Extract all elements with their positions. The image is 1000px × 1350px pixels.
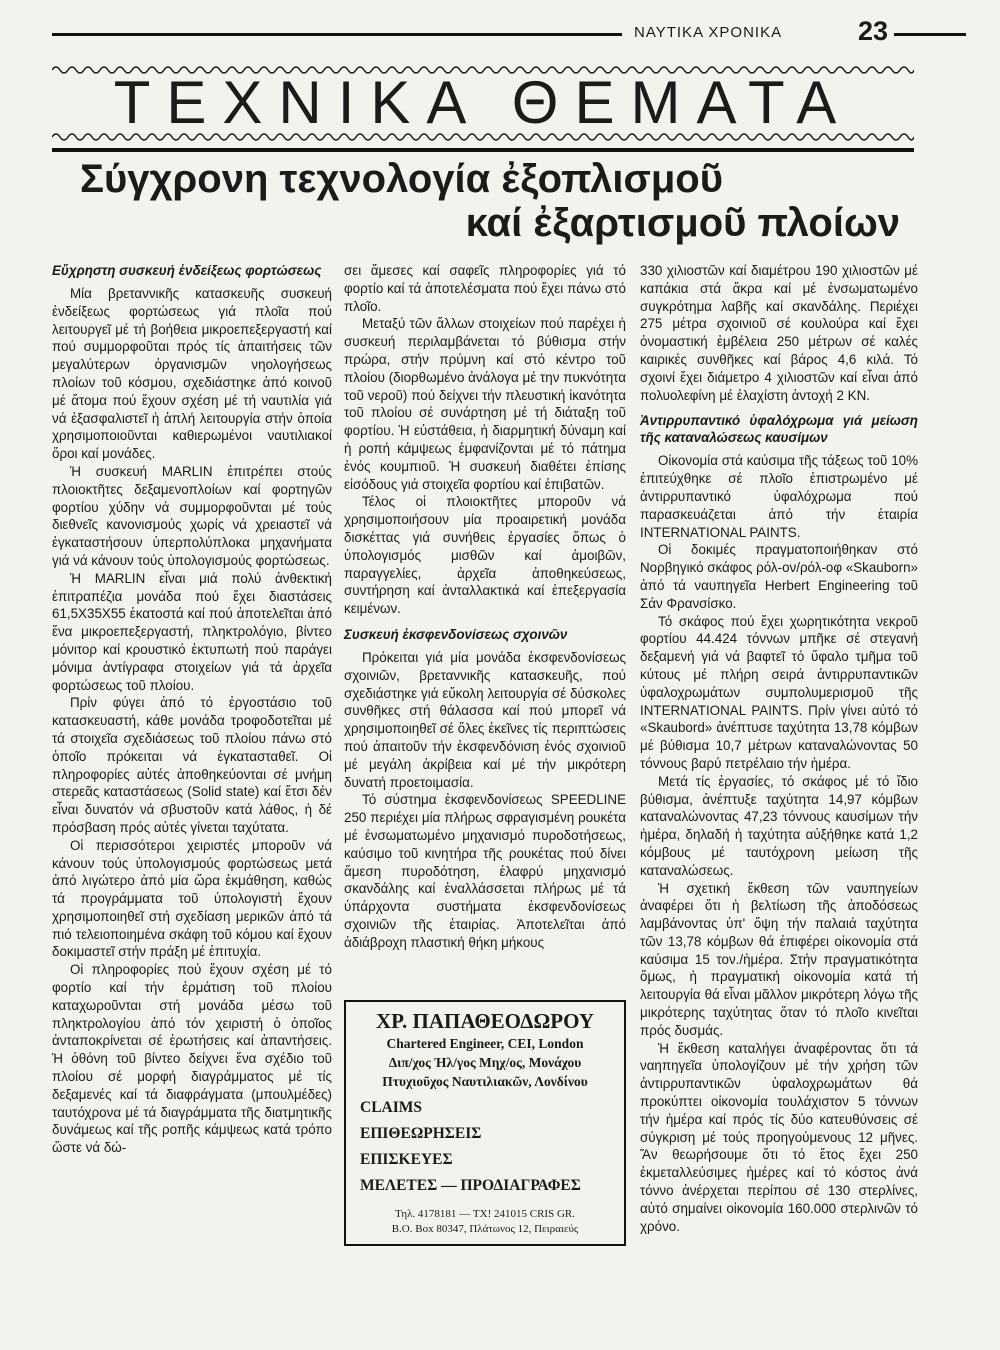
column-2 [344,262,626,951]
paragraph: 330 χιλιοστῶν καί διαμέτρου 190 χιλιοστῶν μέ καπάκια στά ἄκρα καί μέ ἐνσωματωμένο συγκρότημα λαβῆς καί σκανδάλης. Περιέχει 275 μέτρα σχοινιοῦ σέ κουλούρα καί ἔχει ὀνομαστική ἐμβέλεια 250 μέτρων σέ καλές καιρικές συνθῆκες καί βάρος 4,6 κιλά. Τό σχοινί ἔχει διάμετρο 4 χιλιοστῶν καί εἶναι ἀπό πολυολεφίνη μέ ἐλαχίστη ἀντοχή 2 ΚΝ. [640,263,918,403]
paragraph: Τό σκάφος πού ἔχει χωρητικότητα νεκροῦ φορτίου 44.424 τόννων μπῆκε σέ στεγανή δεξαμενή γιά νά βαφτεῖ τό ὕφαλο τμῆμα τοῦ κύτους μέ πλήρη σειρά ἀντιρρυπαντικῶν ὑφαλοχρωμάτων συμπολυμερισμοῦ τῆς INTERNATIONAL PAINTS. Πρίν γίνει αὐτό τό «Skaubord» ἀνέπτυσε ταχύτητα 13,78 κόμβων μέ βύθισμα 10,7 μέτρων καταναλώνοντας 50 τόννους βαρύ πετρέλαιο τήν ἡμέρα. [640,613,918,771]
section-banner [52,70,914,134]
paragraph: Μία βρεταννικῆς κατασκευῆς συσκευή ἐνδείξεως φορτώσεως γιά πλοῖα πού λειτουργεῖ μέ τή βοήθεια μικροεπεξεργαστή καί πού συμμορφοῦται πρός τίς ἀπαιτήσεις τῶν μεγαλύτερων ὀργανισμῶν νηολογήσεως πλοίων τοῦ κόσμου, σχεδιάστηκε ἀπό κοινοῦ μέ ἄτομα πού ἔχουν σχέση μέ τή ναυτιλία γιά νά ἐξασφαλιστεῖ ἡ ἁπλή λειτουργία στήν ὁποία χρησιμοποιοῦνται καθιερωμένοι ναυτιλιακοί ὅροι καί μονάδες. [52,286,332,462]
ad-phone: Τηλ. 4178181 — TX! 241015 CRIS GR. [395,1208,575,1220]
banner-wave-bottom [52,131,914,143]
paragraph: Οἱ περισσότεροι χειριστές μποροῦν νά κάνουν τούς ὑπολογισμούς φορτώσεως μετά ἀπό λιγώτερο ἀπό μία ὥρα ἐκμάθηση, καθώς τά προγράμματα τοῦ ὑπολογιστή ἔχουν χρησιμοποιηθεῖ στή σχεδίαση μερικῶν ἀπό τά πιό τελειοποιημένα σκάφη τοῦ κόμου καί ἔχουν δοκιμαστεῖ στήν πράξη μέ ἐπιτυχία. [52,837,332,960]
subheading-loading-indicator: Εὔχρηστη συσκευή ἐνδείξεως φορτώσεως [52,263,322,278]
paragraph: Πρόκειται γιά μία μονάδα ἐκσφενδονίσεως σχοινιῶν, βρεταννικῆς κατασκευῆς, πού σχεδιάστηκε γιά εὔκολη λειτουργία σέ δύσκολες συνθῆκες στή θάλασσα καί πού μπορεῖ νά χρησιμοποιηθεῖ σέ ὅλες ἐκεῖνες τίς περιπτώσεις πού ἀπαιτοῦν τήν ἐκσφενδόνιση ἑνός σχοινιοῦ μέ μεγάλη ἀκρίβεια καί μέ τήν μικρότερη δυνατή προετοιμασία. [344,649,626,790]
spacer [640,404,918,412]
paragraph: Μεταξύ τῶν ἄλλων στοιχείων πού παρέχει ἡ συσκευή περιλαμβάνεται τό βύθισμα στήν πρώρα, στήν πρύμνη καί στό κέντρο τοῦ πλοίου (διορθωμένο ἀνάλογα μέ την πυκνότητα τοῦ νεροῦ) πού δείχνει τήν πλευστική ἱκανότητα τοῦ πλοίου σέ συνάρτηση μέ τή διάταξη τοῦ φορτίου. Ἡ εὐστάθεια, ἡ διαρμητική δύναμη καί ἡ ροπή κάμψεως ἐμφανίζονται μέ τό πάτημα ἑνός κουμπιοῦ. Ἡ συσκευή διαθέτει ἐπίσης εἰσόδους γιά στοιχεῖα φορτίου καί ἐπιβατῶν. [344,316,626,492]
running-header [52,18,914,48]
subheading-antifouling: Ἀντιρρυπαντικό ὑφαλόχρωμα γιά μείωση τῆς καταναλώσεως καυσίμων [640,413,918,446]
ad-address: B.O. Box 80347, Πλάτωνος 12, Πειραιεύς [391,1223,579,1235]
ad-service: ΕΠΙΘΕΩΡΗΣΕΙΣ [360,1125,482,1142]
publication-name: ΝΑΥΤΙΚΑ ΧΡΟΝΙΚΑ [634,24,783,41]
ad-service: CLAIMS [360,1099,423,1116]
column-3 [640,262,918,1235]
paragraph: Οἰκονομία στά καύσιμα τῆς τάξεως τοῦ 10% ἐπιτεύχθηκε σέ πλοῖο ἐπιστρωμένο μέ ἀντιρρυπαντικό ὑφαλόχρωμα πού παρασκευάζεται ἀπό τήν ἑταιρία INTERNATIONAL PAINTS. [640,453,918,540]
section-title: ΤΕΧΝΙΚΑ ΘΕΜΑΤΑ [113,68,853,136]
spacer [344,618,626,626]
headline-line-1: Σύγχρονη τεχνολογία ἐξοπλισμοῦ [80,157,724,201]
advertisement-box [344,1000,626,1246]
column-1 [52,262,332,1157]
paragraph: Τέλος οἱ πλοιοκτῆτες μποροῦν νά χρησιμοποιήσουν μία προαιρετική μονάδα δισκέττας γιά συνήθεις ἐργασίες ὅπως ὁ ὑπολογισμός μισθῶν καί ἀμοιβῶν, παραγγελίες, ἀρχεῖα ἀποθηκεύσεως, συντήρηση καί ἀνταλλακτικά καί ἐπεξεργασία κειμένων. [344,494,626,617]
paragraph: Τό σύστημα ἐκσφενδονίσεως SPEEDLINE 250 περιέχει μία πλήρως σφραγισμένη ρουκέτα μέ ἐνσωματωμένο μηχανισμό πυροδοτήσεως, καύσιμο τοῦ κινητήρα τῆς ρουκέτας πού δίνει ἄμεση πυροδότηση, ἐλαφρύ μηχανισμό σκανδάλης καί ἐναλλάσσεται πλήρως μέ τά ὑπάρχοντα συστήματα ἐκσφενδονίσεως σχοινιῶν τῆς ἑταιρίας. Ἀποτελεῖται ἀπό ἀδιάβροχη πλαστική θήκη μήκους [344,792,626,950]
subheading-line-thrower: Συσκευή ἐκσφενδονίσεως σχοινῶν [344,626,568,642]
banner-rule [52,148,914,152]
header-rule-right [894,33,966,36]
paragraph: Οἱ πληροφορίες πού ἔχουν σχέση μέ τό φορτίο καί τήν ἑρμάτιση τοῦ πλοίου καταχωροῦνται στή μονάδα μέσω τοῦ πληκτρολογίου ἀπό τόν χειριστή ὁ ὁποῖος ἀνταποκρίνεται σέ ἐρωτήσεις καί ἀπαντήσεις. Ἡ ὀθόνη τοῦ βίντεο δείχνει ἕνα σχέδιο τοῦ πλοίου σέ μορφή διαγράμματος μέ τίς δεξαμενές καί τά διαφράγματα (μπουλμέδες) ταυτόχρονα μέ τά διαγράμματα τῆς διατμητικῆς δυνάμεως καί τῆς ροπῆς κάμψεως κατά τρόπο ὥστε νά δώ- [52,962,332,1156]
paragraph: Ἡ συσκευή MARLIN ἐπιτρέπει στούς πλοιοκτῆτες δεξαμενοπλοίων καί φορτηγῶν φορτίου χύδην νά συμμορφοῦνται μέ τούς διεθνεῖς κανονισμούς χωρίς νά χρειαστεῖ νά ἐγκαταστήσουν ὑπερπολύπλοκα μηχανήματα γιά νά κάνουν τούς ὑπολογισμούς φορτώσεως. [52,463,332,568]
page-number: 23 [858,16,889,46]
ad-service: ΜΕΛΕΤΕΣ — ΠΡΟΔΙΑΓΡΑΦΕΣ [360,1177,581,1194]
ad-credential: Chartered Engineer, CEI, London [386,1036,584,1051]
ad-credential: Πτυχιοῦχος Ναυτιλιακῶν, Λονδίνου [382,1074,588,1089]
ad-credential: Διπ/χος Ἠλ/γος Μηχ/ος, Μονάχου [388,1055,582,1070]
paragraph: Οἱ δοκιμές πραγματοποιήθηκαν στό Νορβηγικό σκάφος ρόλ-ον/ρόλ-οφ «Skauborn» ἀπό τά ναυπηγεῖα Herbert Engineering τοῦ Σάν Φρανσίσκο. [640,542,918,611]
ad-name: ΧΡ. ΠΑΠΑΘΕΟΔΩΡΟΥ [375,1009,595,1033]
article-headline [80,156,900,256]
paragraph: Μετά τίς ἐργασίες, τό σκάφος μέ τό ἴδιο βύθισμα, ἀνέπτυξε ταχύτητα 14,97 κόμβων καταναλώνοντας 47,23 τόννους καυσίμων τήν ἡμέρα, δηλαδή ἡ ταχύτητα αὐξήθηκε κατά 1,2 κόμβους μέ ταυτόχρονη μείωση τῆς καταναλώσεως. [640,773,918,878]
headline-line-2: καί ἐξαρτισμοῦ πλοίων [465,201,900,245]
paragraph: σει ἄμεσες καί σαφεῖς πληροφορίες γιά τό φορτίο καί τά ἀποτελέσματα πού ἔχει πάνω στό πλοῖο. [344,263,626,314]
paragraph: Ἡ σχετική ἔκθεση τῶν ναυπηγείων ἀναφέρει ὅτι ἡ βελτίωση τῆς ἀποδόσεως λαμβάνοντας ὑπ' ὄψη τήν παλαιά ταχύτητα τῶν 13,78 κόμβων θά ἐπιφέρει οἰκονομία στά καύσιμα 15 τον./ἡμέρα. Στήν πραγματικότητα ὅμως, ἡ πραγματική οἰκονομία κατά τή λειτουργία θά εἶναι μᾶλλον μικρότερη λόγω τῆς μικρότερης ταχύτητας ὅταν τό πλοῖο κινεῖται πρός δυσμάς. [640,880,918,1038]
header-rule-left [52,33,622,36]
paragraph: Ἡ MARLIN εἶναι μιά πολύ ἀνθεκτική ἐπιτραπέζια μονάδα πού ἔχει διαστάσεις 61,5Χ35Χ55 ἑκατοστά καί πού ἀποτελεῖται ἀπό ἕνα μικροεπεξεργαστή, πληκτρολόγιο, βίντεο μόνιτορ καί κρουστικό ἐκτυπωτή πού παράγει μόνιμα ἀντίγραφα στοιχείων γιά τά ἀρχεῖα φορτώσεως τοῦ πλοίου. [52,570,332,693]
paragraph: Πρίν φύγει ἀπό τό ἐργοστάσιο τοῦ κατασκευαστή, κάθε μονάδα τροφοδοτεῖται μέ τά στοιχεῖα σχεδιάσεως τοῦ πλοίου πάνω στό ὁποῖο πρόκειται νά ἐγκατασταθεῖ. Οἱ πληροφορίες αὐτές ἀποθηκεύονται σέ μνήμη στερεᾶς καταστάσεως (Solid state) καί ἔτσι δέν εἶναι δυνατόν νά σβυστοῦν κατά λάθος, ἡ δέ πρόσβαση πρός αὐτές γίνεται ταχύτατα. [52,695,332,835]
ad-service: ΕΠΙΣΚΕΥΕΣ [360,1151,453,1168]
paragraph: Ἡ ἔκθεση καταλήγει ἀναφέροντας ὅτι τά ναηπηγεῖα ὑπολογίζουν μέ τήν χρήση τῶν ἀντιρρυπαντικῶν ὑφαλοχρωμάτων θά προκύπτει οἰκονομία τουλάχιστον 5 τόννων τήν ἡμέρα καί πρός τίς δύο κατευθύνσεις σέ σύγκριση μέ τούς προηγούμενους 12 μῆνες. Ἄν θεωρήσουμε ὅτι τό ἔτος ἔχει 250 ἐκμεταλλεύσιμες ἡμέρες καί τό κόστος ἀνά τόννο ἀνέρχεται περίπου σέ 130 στερλίνες, αὐτό σημαίνει οἰκονομία 160.000 στερλινῶν τό χρόνο. [640,1040,918,1234]
